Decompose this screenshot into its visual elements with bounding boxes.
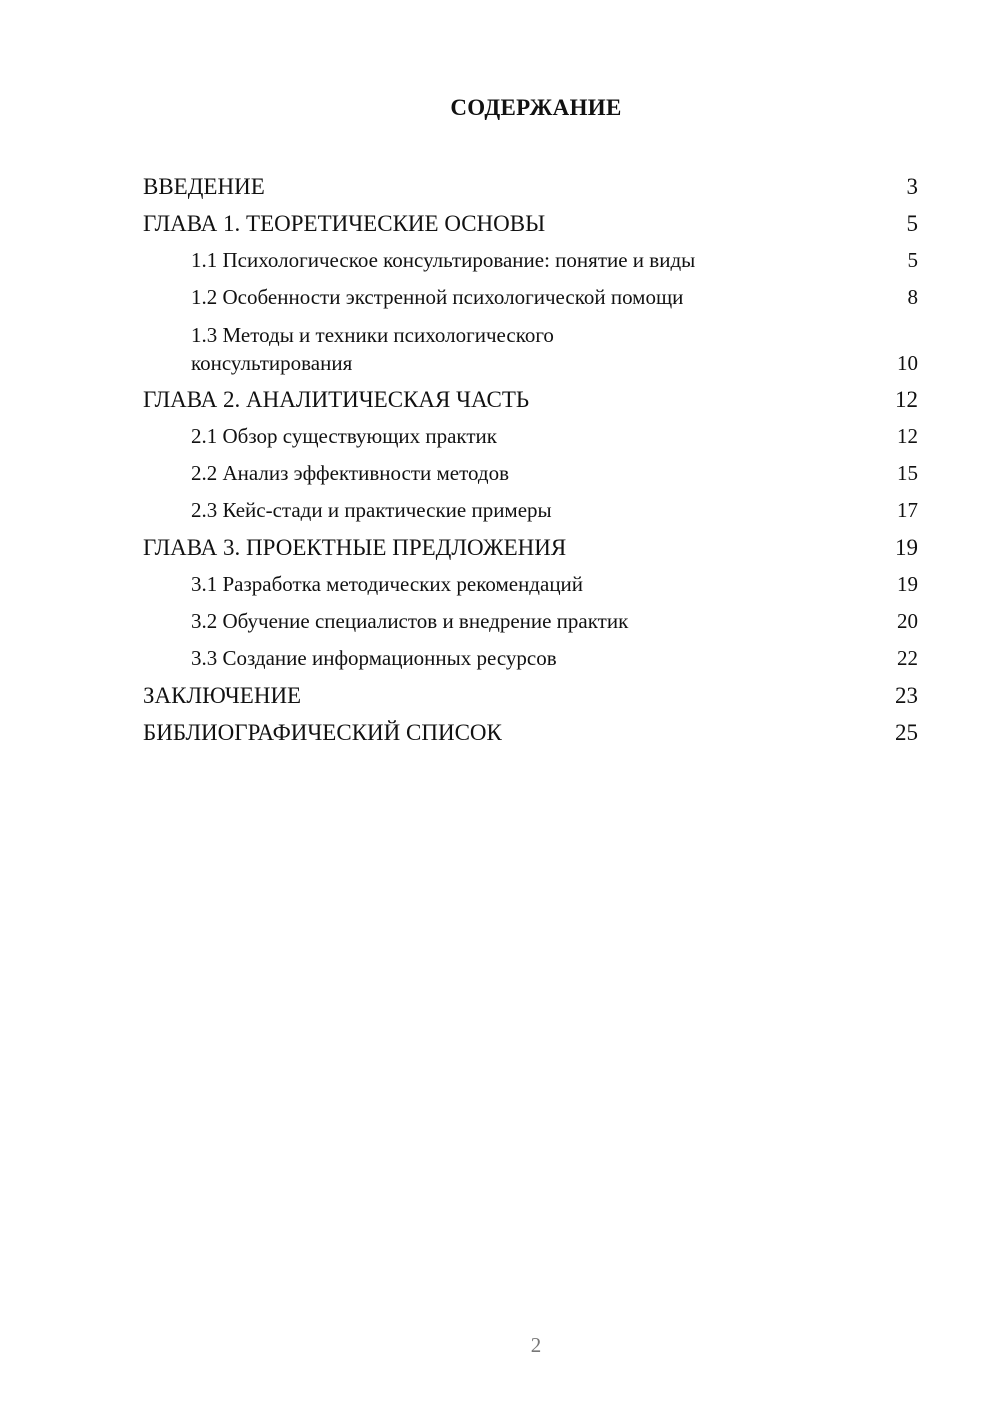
toc-entry[interactable]: [143, 640, 918, 677]
toc-entry-title: 3.2 Обучение специалистов и внедрение практик: [191, 609, 629, 633]
table-of-contents: [143, 168, 918, 751]
toc-entry-page: 5: [907, 248, 918, 272]
toc-entry-page: 22: [897, 646, 918, 670]
toc-entry-page: 19: [895, 535, 918, 560]
toc-entry-page: 5: [906, 211, 918, 236]
toc-entry-title: 1.3 Методы и техники психологического консультирования: [191, 323, 554, 375]
toc-entry[interactable]: [143, 316, 918, 381]
toc-entry-page: 10: [897, 351, 918, 375]
toc-entry-page: 12: [897, 424, 918, 448]
toc-entry[interactable]: [143, 418, 918, 455]
toc-entry-page: 19: [897, 572, 918, 596]
toc-entry[interactable]: [143, 677, 918, 714]
toc-entry[interactable]: [143, 566, 918, 603]
toc-entry-title: 2.1 Обзор существующих практик: [191, 424, 497, 448]
toc-entry-page: 20: [897, 609, 918, 633]
toc-entry-title: БИБЛИОГРАФИЧЕСКИЙ СПИСОК: [143, 720, 502, 745]
toc-entry-title: ГЛАВА 3. ПРОЕКТНЫЕ ПРЕДЛОЖЕНИЯ: [143, 535, 567, 560]
toc-entry[interactable]: [143, 242, 918, 279]
toc-entry-title: ВВЕДЕНИЕ: [143, 174, 265, 199]
toc-entry-page: 12: [895, 387, 918, 412]
toc-entry[interactable]: [143, 168, 918, 205]
page-number: 2: [530, 1333, 542, 1357]
toc-entry[interactable]: [143, 714, 918, 751]
toc-entry-title: ГЛАВА 1. ТЕОРЕТИЧЕСКИЕ ОСНОВЫ: [143, 211, 546, 236]
toc-entry-title: 3.1 Разработка методических рекомендаций: [191, 572, 584, 596]
toc-entry[interactable]: [143, 529, 918, 566]
toc-entry[interactable]: [143, 603, 918, 640]
toc-entry-title: ГЛАВА 2. АНАЛИТИЧЕСКАЯ ЧАСТЬ: [143, 387, 530, 412]
toc-entry-title: 3.3 Создание информационных ресурсов: [191, 646, 557, 670]
toc-entry-page: 17: [897, 498, 918, 522]
toc-entry[interactable]: [143, 381, 918, 418]
toc-entry-title: 2.2 Анализ эффективности методов: [191, 461, 509, 485]
toc-entry-page: 23: [895, 683, 918, 708]
page-title: СОДЕРЖАНИЕ: [450, 95, 622, 120]
toc-entry-title: ЗАКЛЮЧЕНИЕ: [143, 683, 302, 708]
toc-entry-page: 15: [897, 461, 918, 485]
toc-entry-page: 3: [906, 174, 918, 199]
toc-entry-page: 25: [895, 720, 918, 745]
toc-entry[interactable]: [143, 205, 918, 242]
toc-entry[interactable]: [143, 455, 918, 492]
toc-entry-title: 2.3 Кейс-стади и практические примеры: [191, 498, 552, 522]
toc-entry-page: 8: [907, 285, 918, 309]
toc-entry[interactable]: [143, 279, 918, 316]
toc-entry-title: 1.1 Психологическое консультирование: понятие и виды: [191, 248, 696, 272]
toc-entry[interactable]: [143, 492, 918, 529]
toc-entry-title: 1.2 Особенности экстренной психологической помощи: [191, 285, 684, 309]
